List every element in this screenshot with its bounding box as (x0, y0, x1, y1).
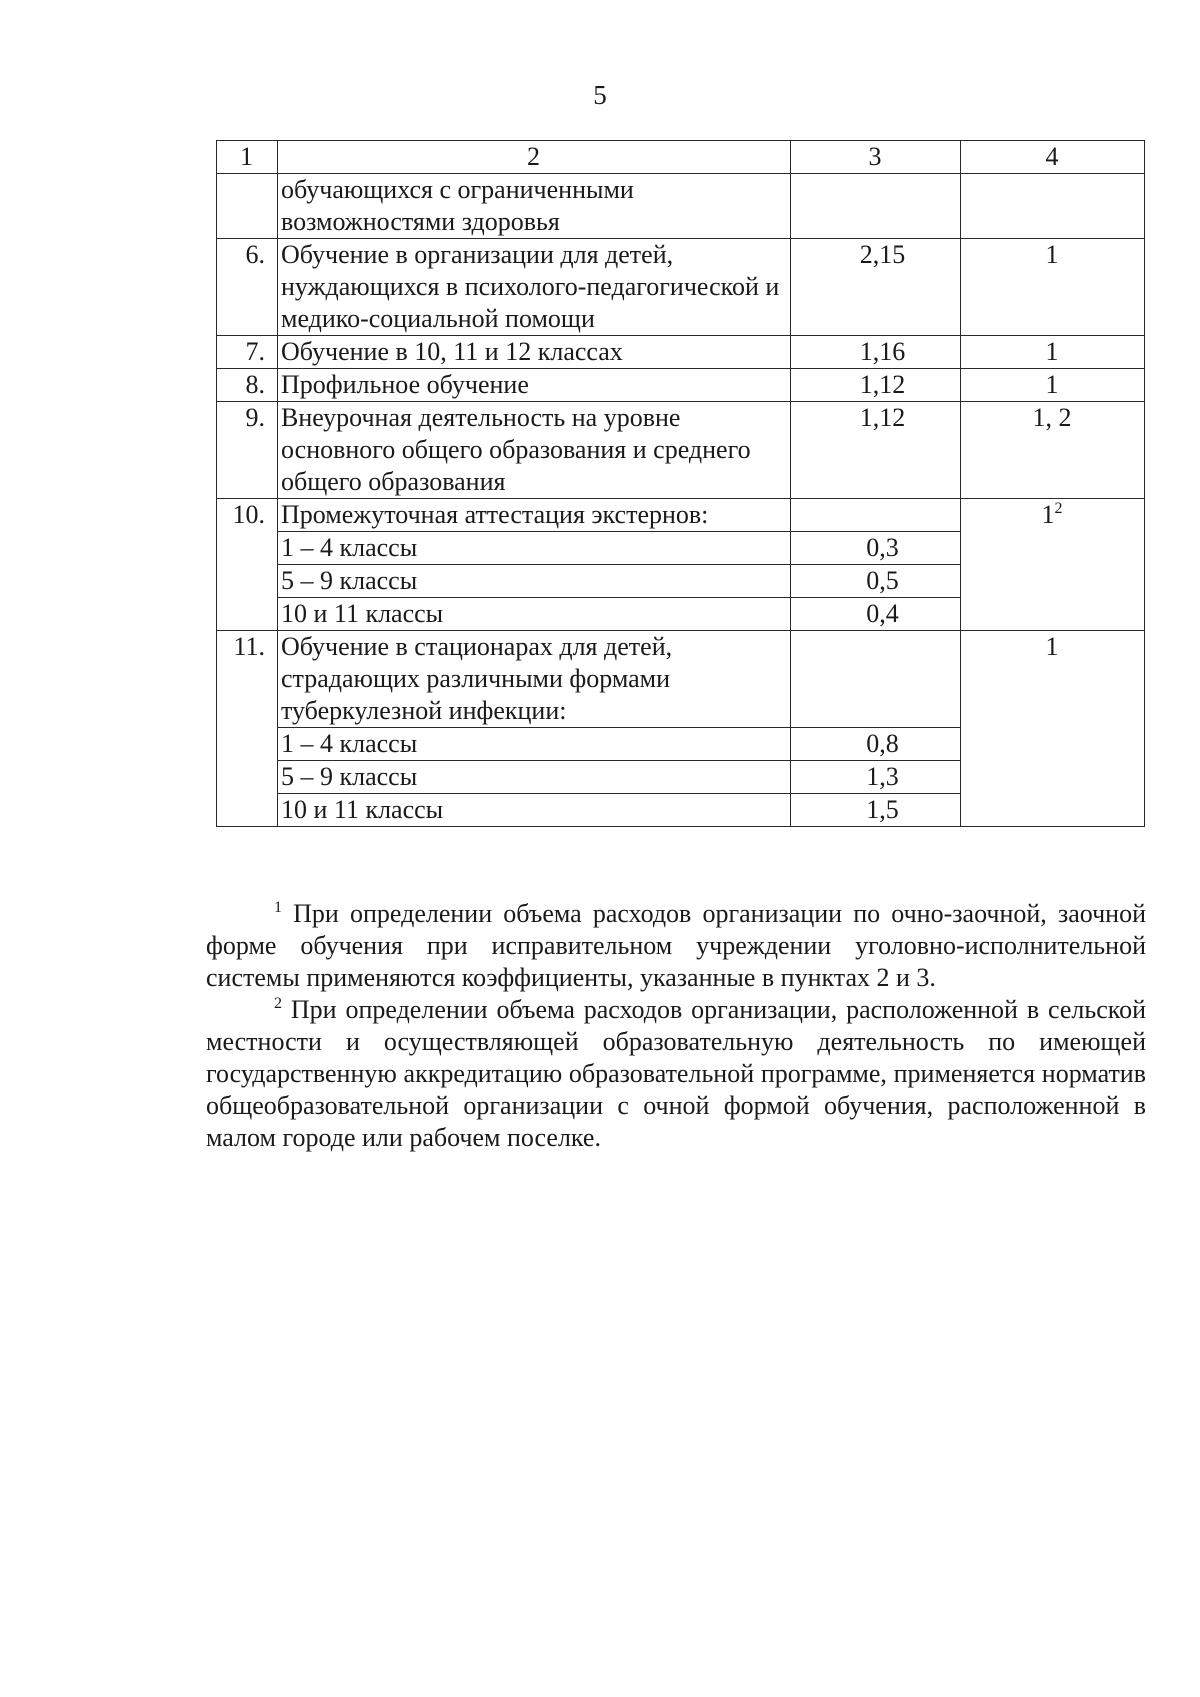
subrow-text: 1 – 4 классы (278, 728, 791, 761)
row-column4: 1 (961, 631, 1145, 827)
coefficients-table (216, 140, 1145, 827)
subrow-text: 1 – 4 классы (278, 532, 791, 565)
row-coefficient: 1,16 (791, 336, 961, 369)
row-text: Обучение в 10, 11 и 12 классах (278, 336, 791, 369)
table-row (217, 239, 1145, 336)
table-row (217, 369, 1145, 402)
footnote-marker: 1 (274, 899, 282, 916)
page-number: 5 (593, 80, 607, 110)
header-cell: 1 (217, 141, 278, 174)
row-column4: 1, 2 (961, 402, 1145, 499)
header-cell: 2 (278, 141, 791, 174)
subrow-text: 10 и 11 классы (278, 598, 791, 631)
footnote-text: При определении объема расходов организации, расположенной в сельской местности и осуществляющей образовательную деятельность по имеющей государственную аккредитацию образовательной программе, применяется норматив общеобразовательной организации с очной формой обучения, расположенной в малом городе или рабочем поселке. (206, 995, 1147, 1152)
row-number (217, 174, 278, 239)
row-text: Обучение в организации для детей, нуждающихся в психолого-педагогической и медико-социальной помощи (278, 239, 791, 336)
subrow-coefficient: 0,5 (791, 565, 961, 598)
subrow-coefficient: 1,3 (791, 761, 961, 794)
row-column4-value: 1 (1041, 500, 1055, 529)
table-row (217, 336, 1145, 369)
row-coefficient (791, 499, 961, 532)
subrow-coefficient: 1,5 (791, 794, 961, 827)
footnote-marker: 2 (274, 995, 282, 1012)
header-cell: 4 (961, 141, 1145, 174)
subrow-text: 5 – 9 классы (278, 761, 791, 794)
table-row (217, 499, 1145, 532)
table-row (217, 402, 1145, 499)
subrow-coefficient: 0,8 (791, 728, 961, 761)
row-column4: 1 (961, 369, 1145, 402)
footnotes (206, 898, 1146, 1154)
header-cell: 3 (791, 141, 961, 174)
row-column4 (961, 174, 1145, 239)
row-column4 (961, 499, 1145, 631)
footnote (206, 994, 1146, 1154)
subrow-text: 5 – 9 классы (278, 565, 791, 598)
row-text: Внеурочная деятельность на уровне основного общего образования и среднего общего образования (278, 402, 791, 499)
row-number: 6. (217, 239, 278, 336)
row-text: Промежуточная аттестация экстернов: (278, 499, 791, 532)
row-column4: 1 (961, 336, 1145, 369)
table-header-row (217, 141, 1145, 174)
footnote-ref: 2 (1054, 500, 1063, 517)
row-coefficient (791, 174, 961, 239)
row-column4: 1 (961, 239, 1145, 336)
row-text: Обучение в стационарах для детей, страдающих различными формами туберкулезной инфекции: (278, 631, 791, 728)
subrow-text: 10 и 11 классы (278, 794, 791, 827)
row-coefficient: 2,15 (791, 239, 961, 336)
subrow-coefficient: 0,4 (791, 598, 961, 631)
row-number: 11. (217, 631, 278, 827)
row-number: 7. (217, 336, 278, 369)
footnote (206, 898, 1146, 994)
table-row (217, 631, 1145, 728)
row-text: Профильное обучение (278, 369, 791, 402)
row-coefficient: 1,12 (791, 402, 961, 499)
row-text: обучающихся с ограниченными возможностями здоровья (278, 174, 791, 239)
row-number: 9. (217, 402, 278, 499)
row-number: 8. (217, 369, 278, 402)
row-number: 10. (217, 499, 278, 631)
row-coefficient: 1,12 (791, 369, 961, 402)
footnote-text: При определении объема расходов организации по очно-заочной, заочной форме обучения при исправительном учреждении уголовно-исполнительной системы применяются коэффициенты, указанные в пунктах 2 и 3. (206, 899, 1146, 992)
table-row (217, 174, 1145, 239)
row-coefficient (791, 631, 961, 728)
subrow-coefficient: 0,3 (791, 532, 961, 565)
